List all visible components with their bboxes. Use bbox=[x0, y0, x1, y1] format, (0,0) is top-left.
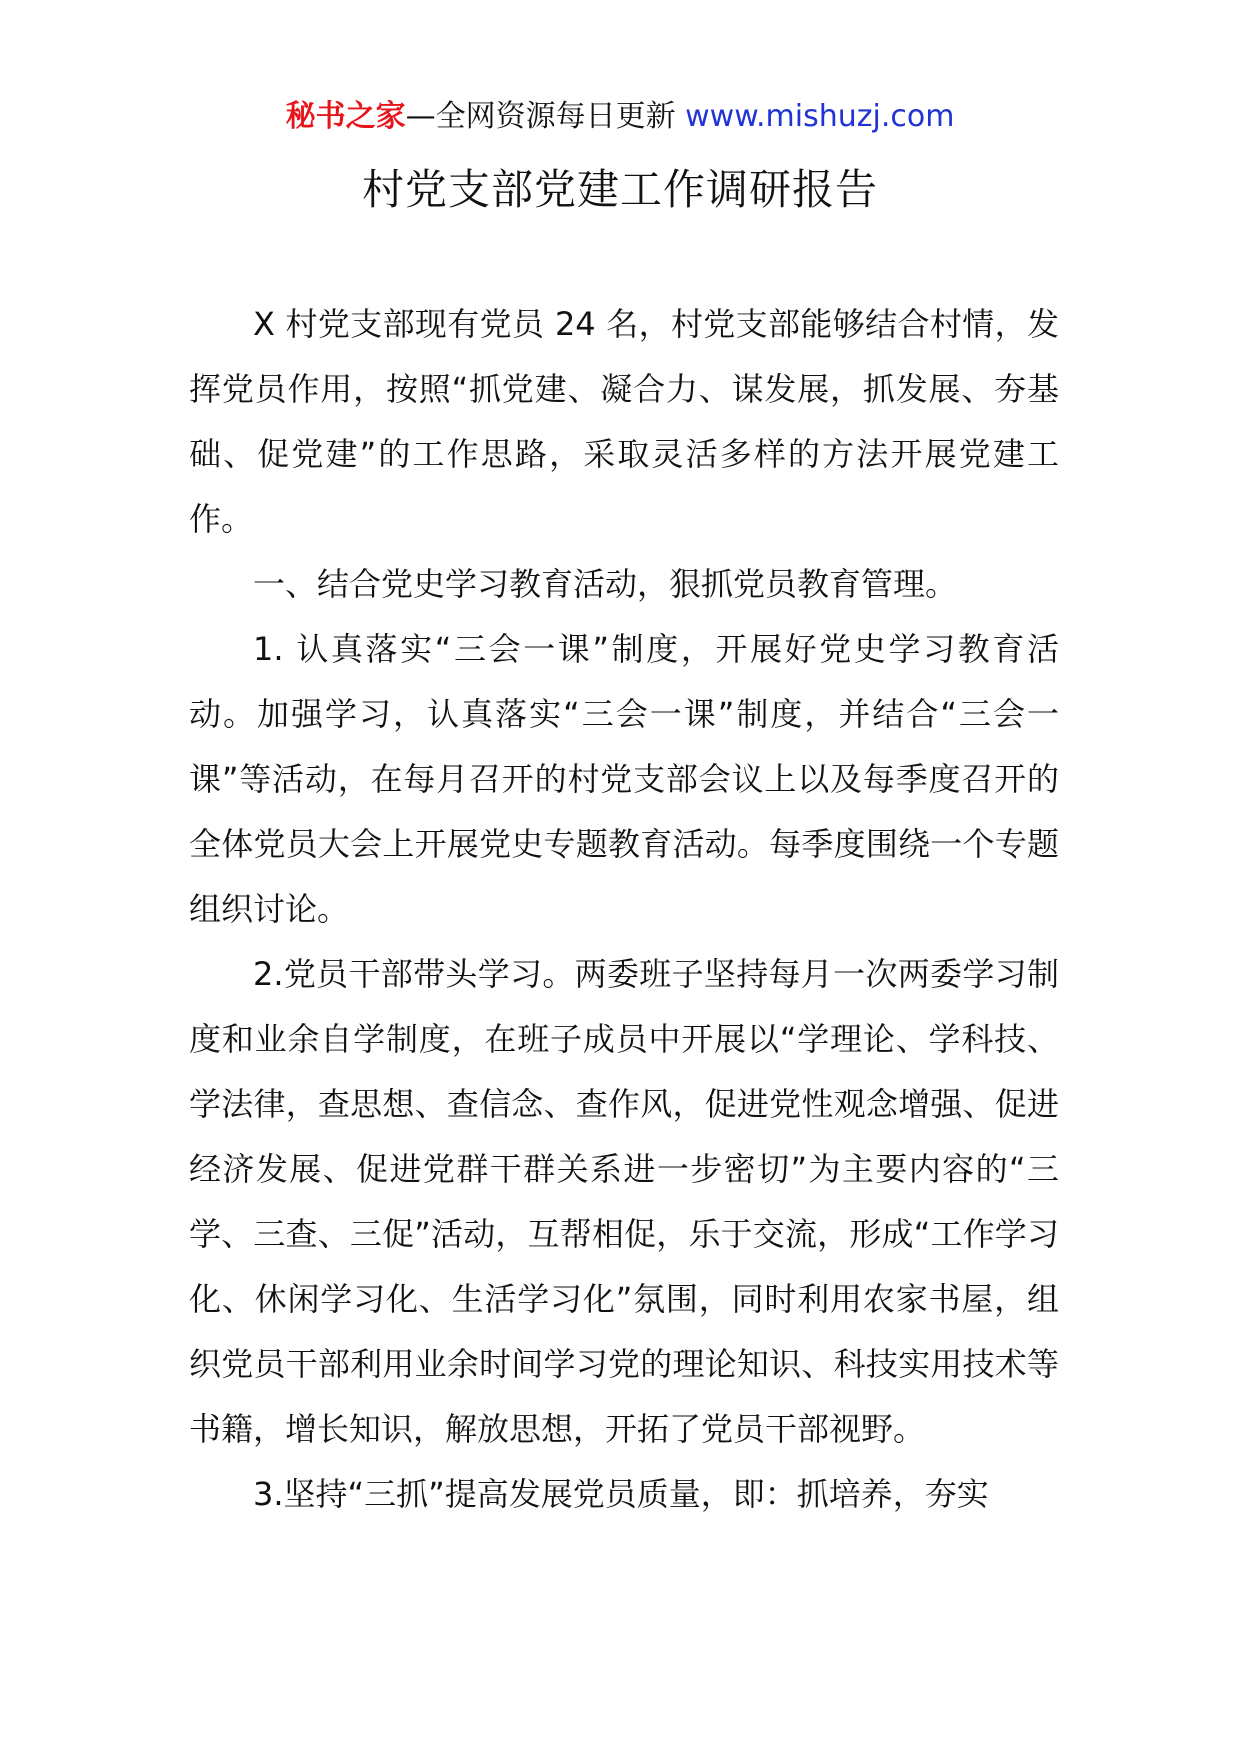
paragraph-item-2: 2.党员干部带头学习。两委班子坚持每月一次两委学习制度和业余自学制度，在班子成员中开展以“学理论、学科技、学法律，查思想、查信念、查作风，促进党性观念增强、促进经济发展、促进党群干群关系进一步密切”为主要内容的“三学、三查、三促”活动，互帮相促，乐于交流，形成“工作学习化、休闲学习化、生活学习化”氛围，同时利用农家书屋，组织党员干部利用业余时间学习党的理论知识、科技实用技术等书籍，增长知识，解放思想，开拓了党员干部视野。 bbox=[189, 955, 1059, 1448]
document-body bbox=[189, 292, 1059, 1527]
paragraph-intro: X 村党支部现有党员 24 名，村党支部能够结合村情，发挥党员作用，按照“抓党建、凝合力、谋发展，抓发展、夯基础、促党建”的工作思路，采取灵活多样的方法开展党建工作。 bbox=[189, 305, 1059, 538]
site-url-link[interactable]: www.mishuzj.com bbox=[685, 99, 955, 134]
section-heading-1: 一、结合党史学习教育活动，狠抓党员教育管理。 bbox=[253, 565, 958, 603]
paragraph-item-3: 3.坚持“三抓”提高发展党员质量，即：抓培养，夯实 bbox=[253, 1475, 989, 1513]
site-header bbox=[0, 96, 1240, 138]
header-slogan: —全网资源每日更新 bbox=[405, 99, 676, 134]
document-title: 村党支部党建工作调研报告 bbox=[361, 165, 878, 214]
paragraph-item-1: 1. 认真落实“三会一课”制度，开展好党史学习教育活动。加强学习，认真落实“三会一课”制度，并结合“三会一课”等活动，在每月召开的村党支部会议上以及每季度召开的全体党员大会上开展党史专题教育活动。每季度围绕一个专题组织讨论。 bbox=[189, 630, 1059, 928]
brand-name: 秘书之家 bbox=[285, 99, 406, 134]
